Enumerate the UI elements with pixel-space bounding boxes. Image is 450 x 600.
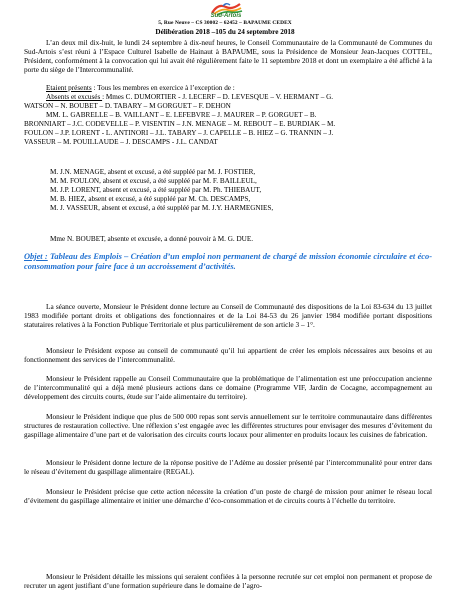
absents-label: Absents et excusés	[46, 93, 103, 101]
absents-line-4: BRONNIART – J.C. CODEVELLE – P. VISENTIN – J.N. MENAGE – M. REBOUT – E. BURDIAK – M.	[24, 120, 336, 128]
address-line: 5, Rue Neuve – CS 30002 – 62452 – BAPAUME CEDEX	[158, 20, 292, 26]
absents-list	[24, 93, 432, 147]
objet-heading	[24, 252, 432, 272]
body-paragraph-2: Monsieur le Président expose au conseil de communauté qu’il lui appartient de créer les emplois nécessaires aux besoins et au fonctionnement des services de l’intercommunalité.	[24, 346, 432, 364]
body-paragraph-4: Monsieur le Président indique que plus de 500 000 repas sont servis annuellement sur le territoire communautaire dans différentes structures de restauration collective. Une réflexion s’est engagée avec les différentes structures pour envisager des mesures d’évitement du gaspillage alimentaire d’une part et de valorisation des circuits courts locaux pour alimenter en produits locaux les cuisines de fabrication.	[24, 412, 432, 439]
pouvoir-line: Mme N. BOUBET, absente et excusée, a donné pouvoir à M. G. DUE.	[50, 235, 254, 243]
replacements-list	[50, 168, 430, 213]
body-paragraph-5: Monsieur le Président donne lecture de la réponse positive de l’Adème au dossier présenté par l’intercommunalité pour entrer dans le réseau d’évitement du gaspillage alimentaire (REGAL).	[24, 458, 432, 476]
logo-text: Sud-Artois	[210, 13, 242, 19]
absents-line-2: WATSON – N. BOUBET – D. TABARY – M GORGUET – F. DEHON	[24, 102, 231, 110]
replacement-item: M. J. VASSEUR, absent et excusé, a été suppléé par M. J.Y. HARMEGNIES,	[50, 204, 274, 212]
absents-line-1: Absents et excusés : Mmes C. DUMORTIER - J. LECERF – D. LEVESQUE – V. HERMANT – G.	[46, 93, 334, 101]
replacement-item: M. J.N. MENAGE, absent et excusé, a été suppléé par M. J. FOSTIER,	[50, 168, 256, 176]
absents-line-6: VASSEUR – M. POUILLAUDE – J. DESCAMPS - J.L. CANDAT	[24, 138, 218, 146]
body-paragraph-6: Monsieur le Président précise que cette action nécessite la création d’un poste de chargé de mission pour animer le réseau local d’évitement du gaspillage alimentaire et initier une démarche d’éco-consommation et de circuits courts à l’échelle du territoire.	[24, 487, 432, 505]
intro-paragraph: L’an deux mil dix-huit, le lundi 24 septembre à dix-neuf heures, le Conseil Communautaire de la Communauté de Communes du Sud-Artois s’est réuni à l’Espace Culturel Isabelle de Hainaut à BAPAUME, sous la Présidence de Monsieur Jean-Jacques COTTEL, Président, conformément à la convocation qui lui avait été régulièrement faite le 11 septembre 2018 et dont un exemplaire a été affiché à la porte du siège de l’Intercommunalité.	[24, 38, 432, 74]
absents-line-3: MM. L. GABRELLE – B. VAILLANT – E. LEFEBVRE – J. MAURER – P. GORGUET – B.	[46, 111, 317, 119]
presents-text: : Tous les membres en exercice à l’exception de :	[91, 84, 235, 92]
objet-label: Objet :	[24, 252, 48, 261]
deliberation-title: Délibération 2018 –105 du 24 septembre 2018	[155, 28, 295, 36]
presents-label: Etaient présents	[46, 84, 92, 92]
absents-line-5: FOULON – J.P. LORENT - L. ANTINORI – J.L. TABARY – J. CAPELLE – B. HIEZ – G. TRANNIN – J.	[24, 129, 334, 137]
body-paragraph-3: Monsieur le Président rappelle au Conseil Communautaire que la problématique de l’alimentation est une préoccupation ancienne de l’intercommunalité qui a déjà mené plusieurs actions dans ce domaine (Programme VIF, Jardin de Cocagne, accompagnement au développement des circuits courts, étude sur l’aide alimentaire du territoire).	[24, 374, 432, 401]
presents-line	[46, 84, 235, 93]
objet-text: Tableau des Emplois – Création d’un emploi non permanent de chargé de mission économie circulaire et éco-consommation pour faire face à un accroissement d’activités.	[24, 252, 432, 271]
replacement-item: M. B. HIEZ, absent et excusé, a été suppléé par M. Ch. DESCAMPS,	[50, 195, 251, 203]
body-paragraph-1: La séance ouverte, Monsieur le Président donne lecture au Conseil de Communauté des dispositions de la Loi 83-634 du 13 juillet 1983 modifiée portant droits et obligations des fonctionnaires et de la Loi 84-53 du 26 janvier 1984 modifiée portant dispositions statutaires relatives à la Fonction Publique Territoriale et plus particulièrement de son article 3 – 1°.	[24, 302, 432, 329]
replacement-item: M. M. FOULON, absent et excusé, a été suppléé par M. F. BAILLEUL,	[50, 177, 257, 185]
body-paragraph-7: Monsieur le Président détaille les missions qui seraient confiées à la personne recrutée sur cet emploi non permanent et propose de recruter un agent justifiant d’une formation supérieure dans le domaine de l’agro-	[24, 572, 432, 590]
replacement-item: M. J.P. LORENT, absent et excusé, a été suppléé par M. Ph. THIEBAUT,	[50, 186, 262, 194]
